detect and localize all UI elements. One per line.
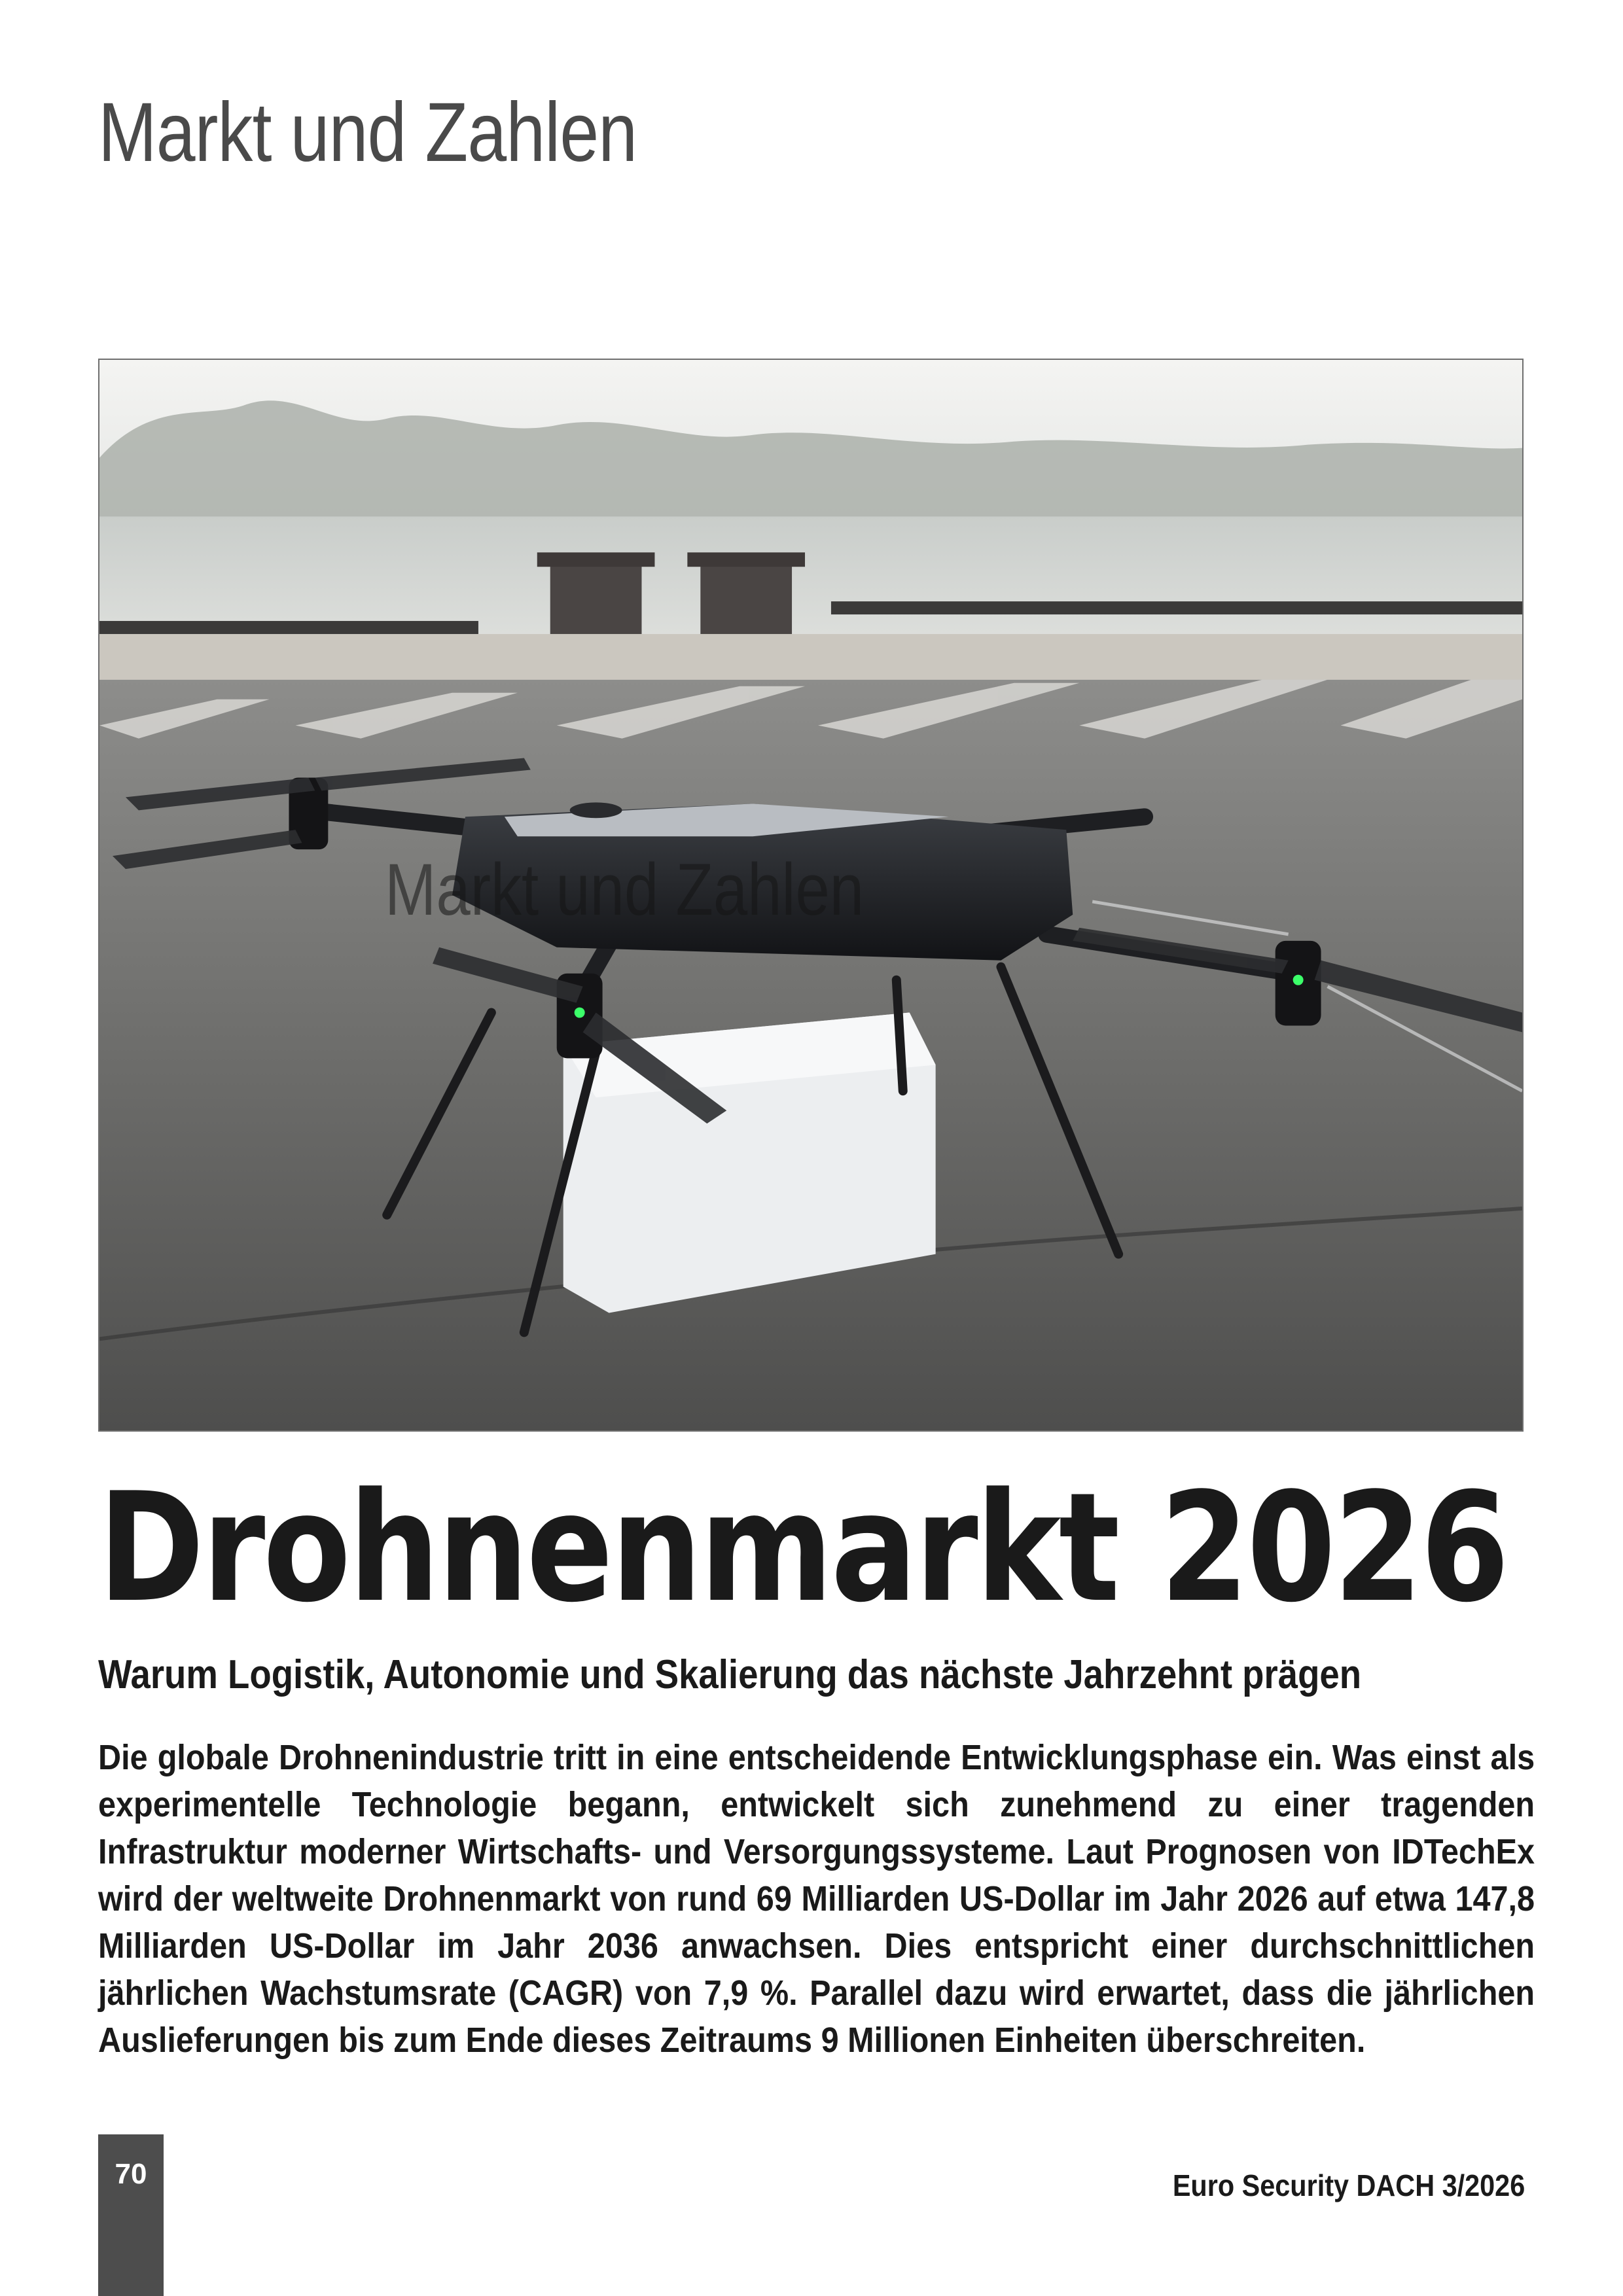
article-headline: Drohnenmarkt 2026 [98,1461,1508,1636]
section-title: Markt und Zahlen [98,86,637,179]
article-body: Die globale Drohnenindustrie tritt in eine entscheidende Entwicklungsphase ein. Was einst als experimentelle Technologie begann, entwickelt sich zunehmend zu einer tragenden Infrastruktur moderner Wirtschafts- und Versorgungssysteme. Laut Prognosen von IDTechEx wird der weltweite Drohnenmarkt von rund 69 Milliarden US-Dollar im Jahr 2026 auf etwa 147,8 Milliarden US-Dollar im Jahr 2036 anwachsen. Dies entspricht einer durchschnittlichen jährlichen Wachstumsrate (CAGR) von 7,9 %. Parallel dazu wird erwartet, dass die jährlichen Auslieferungen bis zum Ende dieses Zeitraums 9 Millionen Einheiten überschreiten. [98,1738,1535,2060]
page-number: 70 [115,2158,147,2190]
article-subheadline: Warum Logistik, Autonomie und Skalierung das nächste Jahrzehnt prägen [98,1652,1362,1697]
photo-watermark: Markt und Zahlen [385,849,865,930]
publication-footer: Euro Security DACH 3/2026 [1172,2168,1525,2202]
